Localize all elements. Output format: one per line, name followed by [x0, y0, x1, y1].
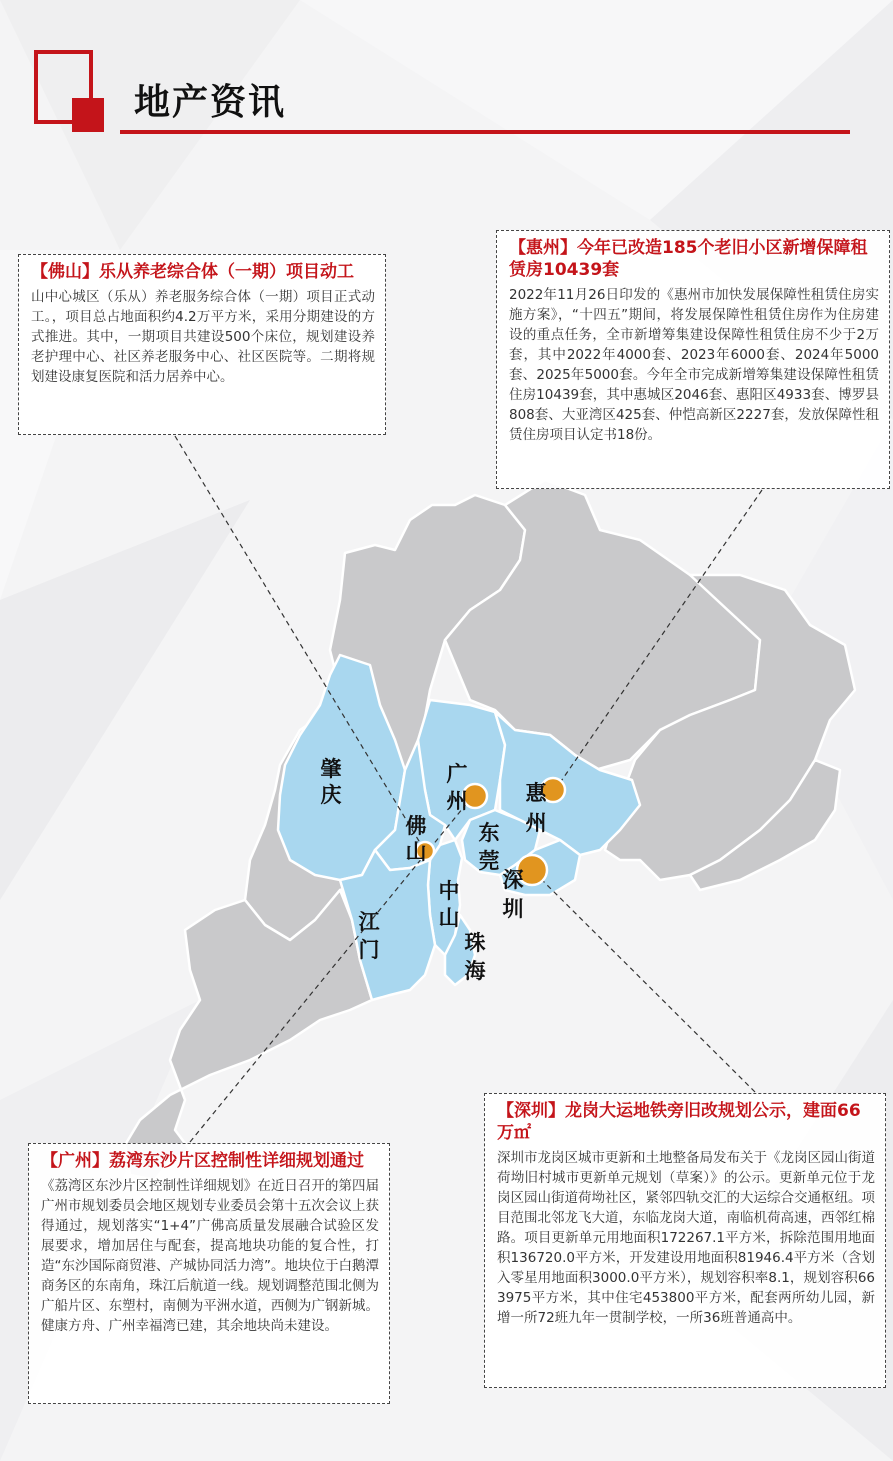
page-title: 地产资讯	[134, 82, 287, 123]
news-body-foshan: 山中心城区（乐从）养老服务综合体（一期）项目正式动工。，项目总占地面积约4.2万平方米，采用分期建设的方式推进。其中，一期项目共建设500个床位，规划建设养老护理中心、社区养老服务中心、社区医院等。二期将规划建设康复医院和活力居养中心。	[31, 289, 375, 385]
city-label-zhuhai-2: 海	[464, 959, 486, 983]
news-box-shenzhen	[484, 1093, 886, 1388]
news-box-foshan	[18, 254, 386, 435]
city-label-shenzhen-2: 圳	[502, 897, 524, 921]
city-label-guangzhou-2: 州	[446, 789, 468, 813]
city-label-jiangmen-2: 门	[358, 938, 380, 962]
news-body-huizhou: 2022年11月26日印发的《惠州市加快发展保障性租赁住房实施方案》，“十四五”期间，将发展保障性租赁住房作为住房建设的重点任务，全市新增筹集建设保障性租赁住房不少于2万套，其中2022年4000套、2023年6000套、2024年5000套、2025年5000套。今年全市完成新增筹集建设保障性租赁住房10439套，其中惠城区2046套、惠阳区4933套、博罗县808套、大亚湾区425套、仲恺高新区2227套，发放保障性租赁住房项目认定书18份。	[509, 287, 879, 443]
news-title-foshan[interactable]: 【佛山】乐从养老综合体（一期）项目动工	[31, 262, 354, 282]
city-label-huizhou-1: 惠	[525, 781, 547, 805]
city-label-zhuhai-1: 珠	[464, 931, 486, 955]
city-label-guangzhou-1: 广	[446, 762, 468, 786]
news-title-huizhou[interactable]: 【惠州】今年已改造185个老旧小区新增保障租赁房10439套	[509, 238, 868, 280]
city-label-zhongshan-2: 山	[438, 906, 460, 930]
news-box-huizhou	[496, 230, 890, 489]
city-label-foshan-1: 佛	[405, 814, 427, 838]
news-title-guangzhou[interactable]: 【广州】荔湾东沙片区控制性详细规划通过	[41, 1151, 364, 1171]
city-label-zhaoqing-2: 庆	[320, 783, 342, 807]
leader-line-shenzhen	[532, 870, 755, 1092]
city-label-jiangmen-1: 江	[358, 910, 380, 934]
news-title-shenzhen[interactable]: 【深圳】龙岗大运地铁旁旧改规划公示，建面66万㎡	[497, 1101, 861, 1143]
region-southwest	[125, 890, 372, 1180]
city-label-dongguan-2: 莞	[478, 849, 500, 873]
city-label-zhongshan-1: 中	[438, 879, 460, 903]
city-label-shenzhen-1: 深	[502, 868, 524, 892]
city-label-foshan-2: 山	[405, 840, 427, 864]
news-body-guangzhou: 《荔湾区东沙片区控制性详细规划》在近日召开的第四届广州市规划委员会地区规划专业委员会第十五次会议上获得通过，规划落实“1+4”广佛高质量发展融合试验区发展要求，增加居住与配套，提高地块功能的复合性，打造“东沙国际商贸港、产城协同活力湾”。地块位于白鹅潭商务区的东南角，珠江后航道一线。规划调整范围北侧为广船片区、东塑村，南侧为平洲水道，西侧为广钢新城。健康方舟、广州幸福湾已建，其余地块尚未建设。	[41, 1178, 379, 1334]
news-box-guangzhou	[28, 1143, 390, 1404]
news-body-shenzhen: 深圳市龙岗区城市更新和土地整备局发布关于《龙岗区园山街道荷坳旧村城市更新单元规划（草案）》的公示。更新单元位于龙岗区园山街道荷坳社区，紧邻四轨交汇的大运综合交通枢纽。项目范围北邻龙飞大道，东临龙岗大道，南临机荷高速，西邻红棉路。项目更新单元用地面积172267.1平方米，拆除范围用地面积136720.0平方米，开发建设用地面积81946.4平方米（含划入零星用地面积3000.0平方米），规划容积率8.1，规划容积663975平方米，其中住宅453800平方米，配套两所幼儿园，新增一所72班九年一贯制学校，一所36班普通高中。	[497, 1150, 875, 1326]
city-label-zhaoqing-1: 肇	[320, 757, 342, 781]
city-label-huizhou-2: 州	[525, 811, 547, 835]
city-label-dongguan-1: 东	[478, 821, 500, 845]
